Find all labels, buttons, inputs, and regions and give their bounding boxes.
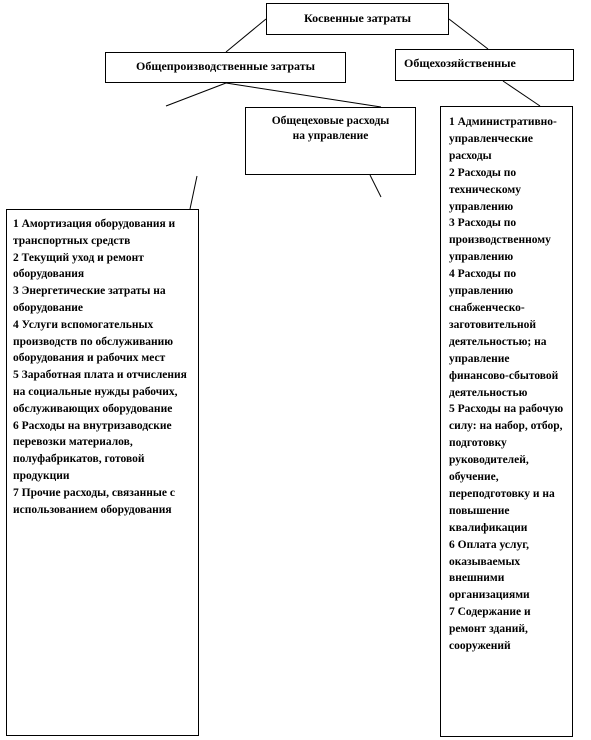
list-item: 4 Услуги вспомогательных производств по обслуживанию оборудования и рабочих мест bbox=[13, 318, 174, 365]
list-item: 5 Заработная плата и отчисления на социальные нужды рабочих, обслуживающих оборудование bbox=[13, 369, 187, 415]
connector-general-production-to-shop-management bbox=[226, 83, 381, 107]
business-costs-list bbox=[440, 106, 573, 737]
list-item: 7 Содержание и ремонт зданий, сооружений bbox=[449, 606, 531, 653]
list-item: 2 Расходы по техническому управлению bbox=[449, 166, 521, 213]
general-production-costs-label: Общепроизводственные затраты bbox=[136, 59, 315, 73]
indirect-costs-label: Косвенные затраты bbox=[304, 11, 411, 25]
equipment-costs-list bbox=[6, 209, 199, 736]
general-business-costs-label: Общехозяйственные bbox=[404, 56, 516, 70]
connector-general-business-to-right-list bbox=[503, 81, 540, 106]
list-item: 7 Прочие расходы, связанные с использованием оборудования bbox=[13, 486, 175, 516]
list-item: 1 Административно-управленческие расходы bbox=[449, 116, 557, 162]
general-business-costs-node bbox=[395, 49, 574, 81]
list-item: 5 Расходы на рабочую силу: на набор, отбор, подготовку руководителей, обучение, переподготовку и на повышение квалификации bbox=[449, 403, 564, 534]
connector-root-to-general-business bbox=[449, 19, 488, 49]
connector-root-to-general-production bbox=[226, 19, 266, 52]
list-item: 3 Энергетические затраты на оборудование bbox=[13, 285, 166, 314]
connector-to-equipment-list bbox=[190, 176, 197, 209]
list-item: 6 Оплата услуг, оказываемых внешними организациями bbox=[449, 538, 530, 602]
general-production-costs-node bbox=[105, 52, 346, 83]
indirect-costs-node bbox=[266, 3, 449, 35]
list-item: 4 Расходы по управлению снабженческо-заготовительной деятельностью; на управление финансово-сбытовой деятельностью bbox=[449, 268, 559, 399]
list-item: 2 Текущий уход и ремонт оборудования bbox=[13, 251, 144, 281]
list-item: 1 Амортизация оборудования и транспортных средств bbox=[13, 218, 176, 247]
connector-general-production-to-left bbox=[166, 83, 226, 106]
connector-shop-management-down bbox=[370, 175, 381, 197]
shop-management-costs-node bbox=[245, 107, 416, 175]
list-item: 6 Расходы на внутризаводские перевозки материалов, полуфабрикатов, готовой продукции bbox=[13, 419, 172, 482]
shop-management-costs-label: Общецеховые расходы на управление bbox=[271, 115, 390, 142]
list-item: 3 Расходы по производственному управлению bbox=[449, 217, 551, 264]
